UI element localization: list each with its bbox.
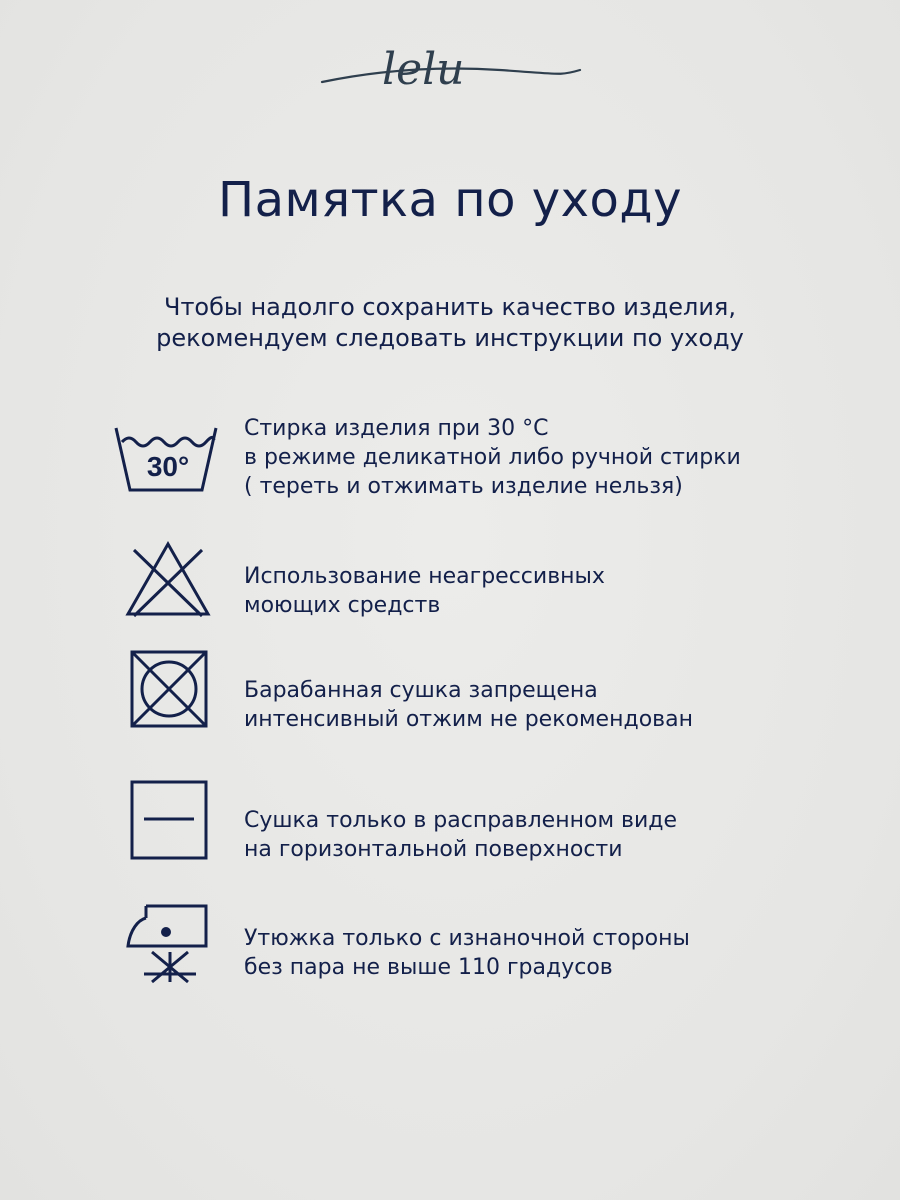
care-item-wash-text bbox=[244, 414, 864, 501]
care-line: на горизонтальной поверхности bbox=[244, 837, 623, 862]
intro-line-2: рекомендуем следовать инструкции по уходу bbox=[156, 324, 744, 352]
care-line: Барабанная сушка запрещена bbox=[244, 678, 598, 703]
care-line: интенсивный отжим не рекомендован bbox=[244, 707, 693, 732]
no-tumble-dry-icon bbox=[110, 648, 230, 730]
care-item-dry-flat-text bbox=[244, 806, 864, 864]
care-line: в режиме деликатной либо ручной стирки bbox=[244, 445, 741, 470]
care-line: Утюжка только с изнаночной стороны bbox=[244, 926, 690, 951]
care-line: Использование неагрессивных bbox=[244, 564, 605, 589]
care-item-tumble-dry-text bbox=[244, 676, 864, 734]
care-item-detergent-text bbox=[244, 562, 864, 620]
wash-temp-label: 30° bbox=[146, 451, 190, 482]
dry-flat-icon bbox=[110, 778, 230, 862]
brand-logo bbox=[320, 30, 582, 100]
intro-line-1: Чтобы надолго сохранить качество изделия, bbox=[163, 293, 736, 321]
no-bleach-icon bbox=[110, 540, 230, 620]
brand-logo-text: lelu bbox=[382, 44, 465, 95]
care-line: Стирка изделия при 30 °С bbox=[244, 416, 549, 441]
iron-low-no-steam-icon bbox=[110, 896, 230, 984]
wash-30-icon bbox=[110, 418, 230, 498]
intro-text bbox=[60, 292, 840, 354]
page-title: Памятка по уходу bbox=[218, 172, 682, 228]
care-item-iron-text bbox=[244, 924, 864, 982]
care-line: без пара не выше 110 градусов bbox=[244, 955, 613, 980]
care-line: моющих средств bbox=[244, 593, 441, 618]
care-line: Сушка только в расправленном виде bbox=[244, 808, 678, 833]
care-line: ( тереть и отжимать изделие нельзя) bbox=[244, 474, 683, 499]
